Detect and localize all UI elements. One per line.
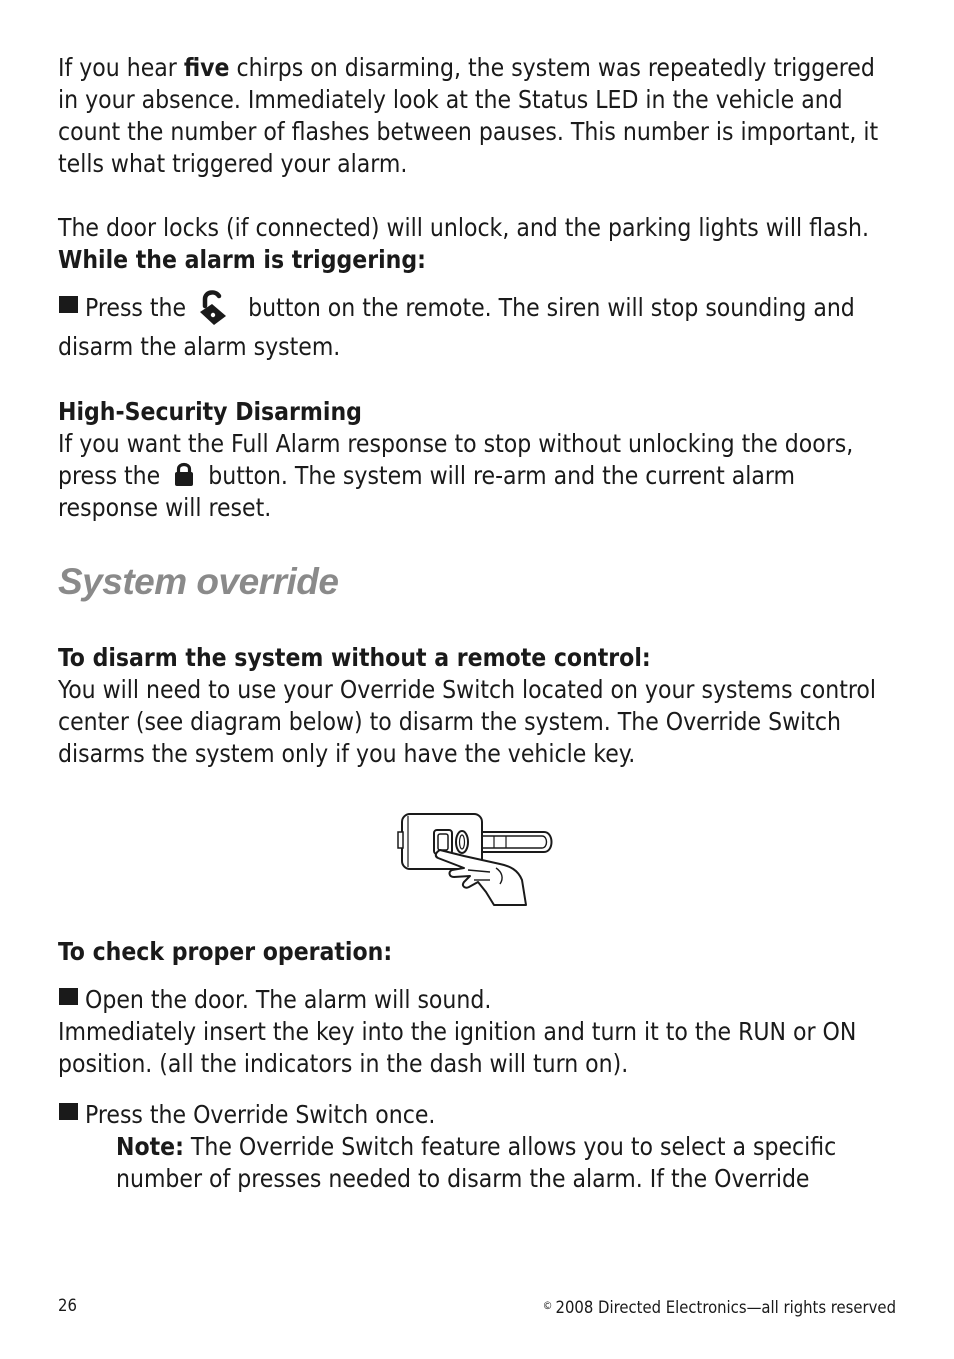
text: If you hear bbox=[58, 53, 184, 82]
bullet-open-door bbox=[58, 984, 888, 1016]
text: Press the Override Switch once. bbox=[85, 1100, 436, 1129]
heading-high-security: High-Security Disarming bbox=[58, 397, 362, 426]
text: Open the door. The alarm will sound. bbox=[85, 985, 492, 1014]
text: button. The system will re-arm and the current alarm response will reset. bbox=[58, 461, 795, 522]
page-footer bbox=[58, 1296, 896, 1318]
bullet-press-unlock bbox=[58, 288, 888, 366]
paragraph-five-chirps bbox=[58, 52, 888, 180]
bullet-press-override bbox=[58, 1099, 888, 1131]
paragraph-override-switch: You will need to use your Override Switch located on your systems control center (see diagram below) to disarm the system. The Override Switch disarms the system only if you have the vehicle key. bbox=[58, 675, 876, 768]
heading-while-triggering: While the alarm is triggering: bbox=[58, 245, 426, 274]
paragraph-insert-key: Immediately insert the key into the ignition and turn it to the RUN or ON position. (all the indicators in the dash will turn on). bbox=[58, 1017, 857, 1078]
heading-disarm-without-remote: To disarm the system without a remote control: bbox=[58, 643, 651, 672]
page-content bbox=[58, 52, 888, 1195]
paragraph-door-locks: The door locks (if connected) will unlock, and the parking lights will flash. bbox=[58, 213, 869, 242]
unlock-icon bbox=[195, 288, 231, 328]
heading-check-operation: To check proper operation: bbox=[58, 937, 393, 966]
section-title: System override bbox=[58, 561, 339, 602]
paragraph-high-security bbox=[58, 428, 888, 524]
bullet-square-icon bbox=[59, 1103, 78, 1120]
note-override bbox=[116, 1131, 888, 1195]
emphasis-five: five bbox=[183, 53, 230, 82]
copyright bbox=[543, 1296, 896, 1318]
lock-icon bbox=[173, 461, 195, 487]
text: chirps on disarming, the system was repeatedly triggered in your absence. Immediately look at the Status LED in the vehicle and count the number of flashes between pauses. This number is important, it tells what triggered your alarm. bbox=[58, 53, 879, 178]
text: Press the bbox=[85, 293, 194, 322]
override-switch-hand-icon bbox=[394, 810, 560, 910]
override-switch-diagram bbox=[0, 810, 954, 910]
bullet-square-icon bbox=[59, 988, 78, 1005]
page-number: 26 bbox=[58, 1296, 77, 1315]
copyright-text: 2008 Directed Electronics—all rights reserved bbox=[555, 1298, 896, 1317]
text: button on the remote. The siren will stop sounding and disarm the alarm system. bbox=[58, 293, 855, 361]
bullet-square-icon bbox=[59, 296, 78, 313]
text: The Override Switch feature allows you to select a specific number of presses needed to disarm the alarm. If the Override bbox=[116, 1132, 837, 1193]
copyright-symbol: © bbox=[542, 1299, 553, 1312]
note-label: Note: bbox=[116, 1132, 184, 1161]
text: If you want the Full Alarm response to stop without unlocking the doors, press the bbox=[58, 429, 854, 490]
